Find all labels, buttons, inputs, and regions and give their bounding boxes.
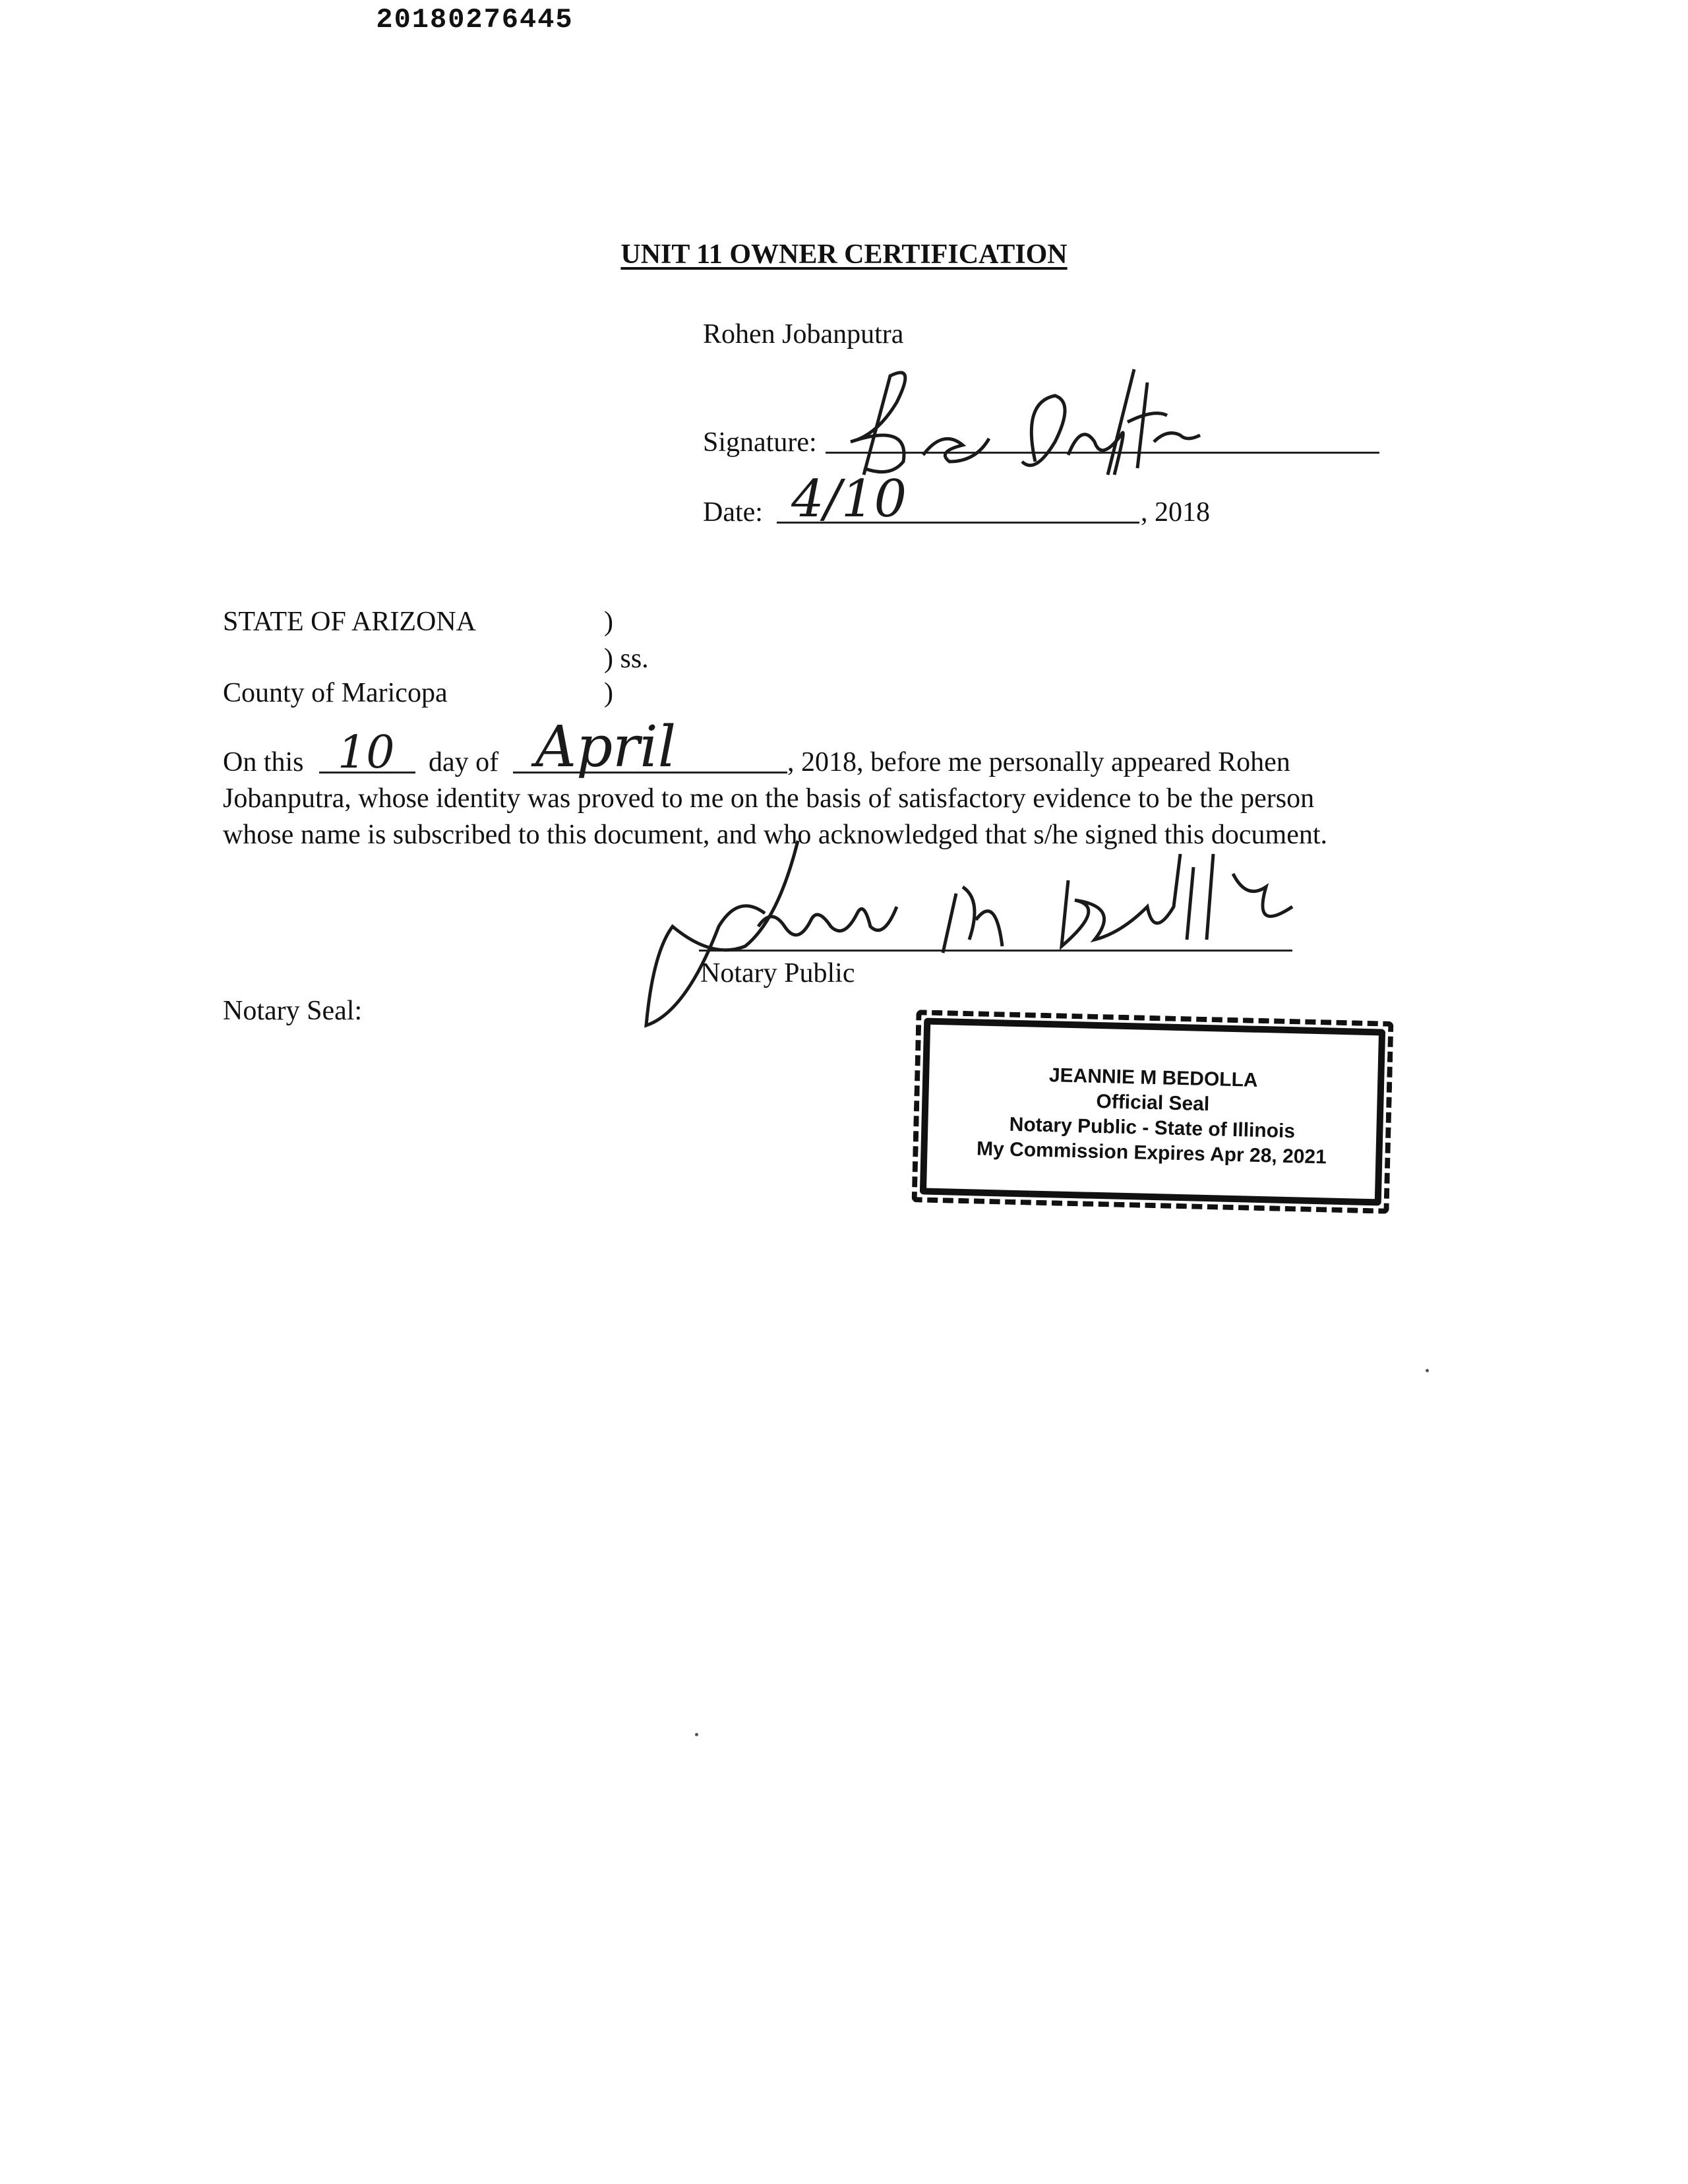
scan-speck (695, 1733, 698, 1736)
ack-day-of: day of (429, 747, 499, 777)
scan-speck (1426, 1369, 1429, 1372)
date-label: Date: (703, 497, 763, 528)
document-number: 20180276445 (376, 4, 574, 36)
venue-paren: ) (604, 607, 613, 637)
seal-name: JEANNIE M BEDOLLA (1048, 1064, 1258, 1091)
ack-line3: whose name is subscribed to this document, and who acknowledged that s/he signed this document. (223, 820, 1328, 850)
seal-commission: My Commission Expires Apr 28, 2021 (976, 1138, 1327, 1168)
official-seal-stamp (920, 1017, 1385, 1205)
owner-signature (837, 363, 1226, 481)
signature-label: Signature: (703, 427, 817, 458)
notary-label: Notary Public (700, 958, 855, 988)
state-label: STATE OF ARIZONA (223, 607, 476, 637)
venue-paren: ) (604, 678, 613, 708)
day-handwritten: 10 (338, 727, 395, 779)
month-handwritten: April (535, 714, 677, 780)
ack-line2: Jobanputra, whose identity was proved to me on the basis of satisfactory evidence to be the person (223, 783, 1315, 814)
page-title: UNIT 11 OWNER CERTIFICATION (620, 239, 1068, 270)
date-year: , 2018 (1141, 497, 1210, 528)
ss-label: ) ss. (604, 644, 649, 674)
date-handwritten: 4/10 (791, 470, 907, 529)
seal-official: Official Seal (1096, 1090, 1210, 1116)
owner-name: Rohen Jobanputra (703, 319, 904, 349)
county-label: County of Maricopa (223, 678, 448, 708)
seal-notary-state: Notary Public - State of Illinois (1009, 1113, 1296, 1143)
ack-prefix: On this (223, 747, 304, 777)
ack-line1-rest: , 2018, before me personally appeared Rohen (787, 747, 1290, 777)
notary-seal-label: Notary Seal: (223, 996, 363, 1026)
notary-signature (646, 828, 1319, 1039)
